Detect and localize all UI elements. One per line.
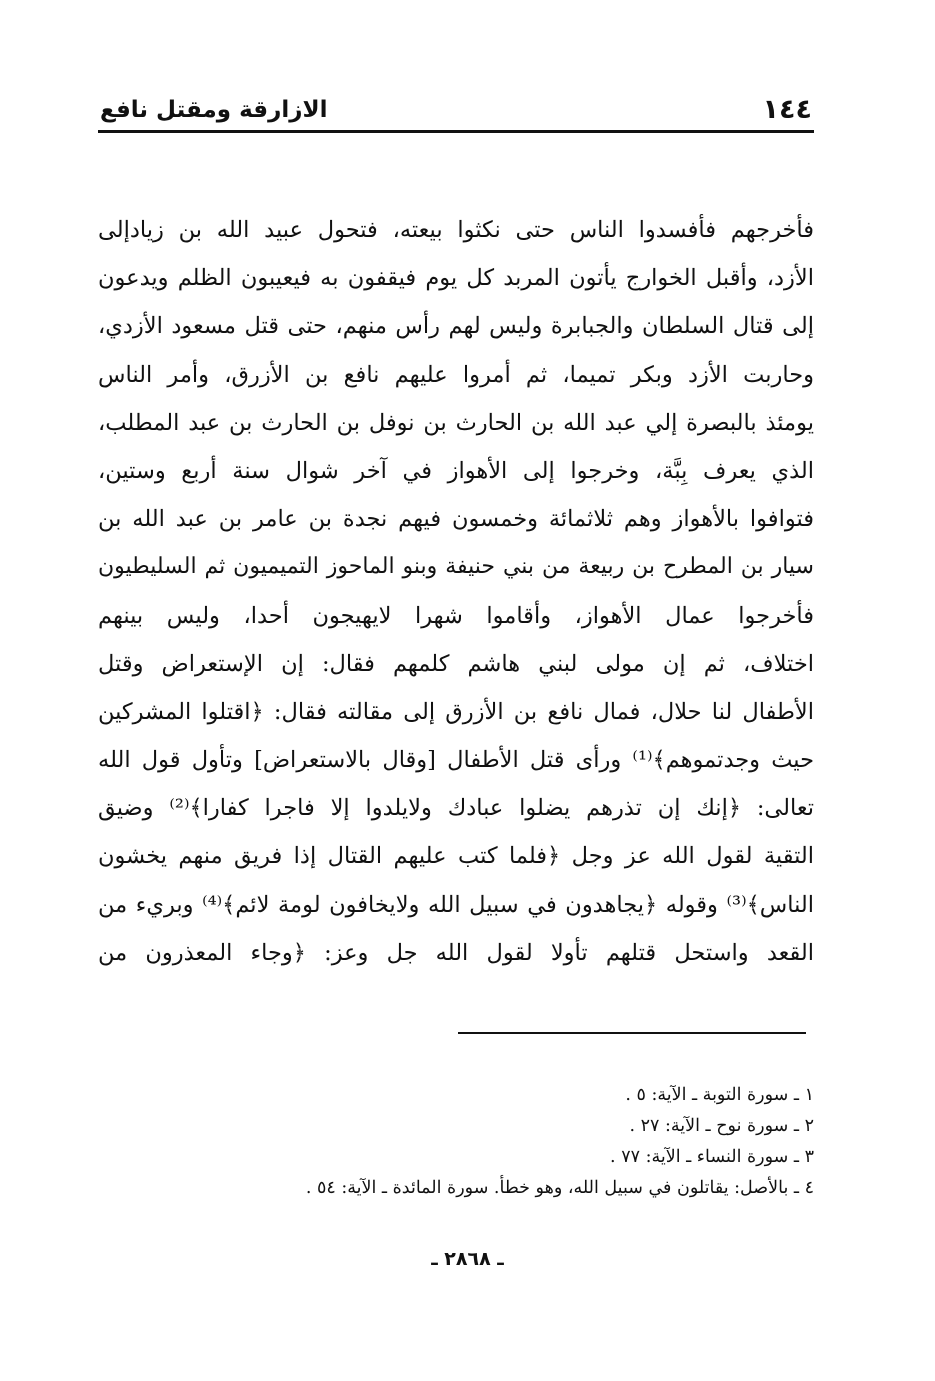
body-line: تعالى: ﴿إنك إن تذرهم يضلوا عبادك ولايلدوا إلا فاجرا كفارا﴾⁽²⁾ وضيق (98, 795, 814, 822)
body-line: فأخرجهم فأفسدوا الناس حتى نكثوا بيعته، فتحول عبيد الله بن زيادإلى (98, 217, 814, 243)
footnote: ١ ـ سورة التوبة ـ الآية: ٥ . (625, 1085, 814, 1105)
footnote: ٤ ـ بالأصل: يقاتلون في سبيل الله، وهو خطأ. سورة المائدة ـ الآية: ٥٤ . (305, 1178, 814, 1198)
body-line: الناس﴾⁽³⁾ وقوله ﴿يجاهدون في سبيل الله ولايخافون لومة لائم﴾⁽⁴⁾ وبريء من (98, 891, 814, 918)
body-line: الأطفال لنا حلال، فمال نافع بن الأزرق إلى مقالته فقال: ﴿اقتلوا المشركين (98, 698, 814, 725)
body-line: الذي يعرف بِبَّة، وخرجوا إلى الأهواز في آخر شوال سنة أربع وستين، (98, 457, 814, 484)
page-number: ١٤٤ (762, 94, 812, 125)
folio-number: ـ ٢٨٦٨ ـ (431, 1248, 504, 1270)
footnote-rule (458, 1032, 806, 1034)
running-title: الازارقة ومقتل نافع (100, 97, 328, 123)
footnotes (140, 1080, 814, 1204)
body-line: سيار بن المطرح بن ربيعة من بني حنيفة وبنو الماحوز التميميون ثم السليطيون (98, 554, 814, 580)
header-rule (98, 130, 814, 133)
page-header (100, 88, 812, 128)
footnote: ٣ ـ سورة النساء ـ الآية: ٧٧ . (610, 1147, 814, 1167)
body-line: وحاربت الأزد وبكر تميما، ثم أمروا عليهم نافع بن الأزرق، وأمر الناس (98, 361, 814, 388)
body-line: اختلاف، ثم إن مولى لبني هاشم كلمهم فقال: إن الإستعراض وقتل (98, 650, 814, 677)
body-line: إلى قتال السلطان والجبابرة وليس لهم رأس منهم، حتى قتل مسعود الأزدي، (98, 313, 814, 340)
body-line: الأزد، وأقبل الخوارج يأتون المربد كل يوم فيقفون به فيعيبون الظلم ويدعون (98, 265, 814, 292)
body-line: التقية لقول الله عز وجل ﴿فلما كتب عليهم القتال إذا فريق منهم يخشون (98, 843, 814, 870)
footnote: ٢ ـ سورة نوح ـ الآية: ٢٧ . (629, 1116, 814, 1136)
body-line: فتوافوا بالأهواز وهم ثلاثمائة وخمسون فيهم نجدة بن عامر بن عبد الله بن (98, 506, 814, 533)
body-text (98, 206, 814, 977)
body-line: القعد واستحل قتلهم تأولا لقول الله جل وعز: ﴿وجاء المعذرون من (98, 939, 814, 966)
body-line: يومئذ بالبصرة إلي عبد الله بن الحارث بن نوفل بن الحارث بن عبد المطلب، (98, 409, 814, 436)
body-line: فأخرجوا عمال الأهواز، وأقاموا شهرا لايهيجون أحدا، وليس بينهم (98, 602, 814, 629)
body-line: حيث وجدتموهم﴾⁽¹⁾ ورأى قتل الأطفال [وقال بالاستعراض] وتأول قول الله (98, 747, 814, 774)
